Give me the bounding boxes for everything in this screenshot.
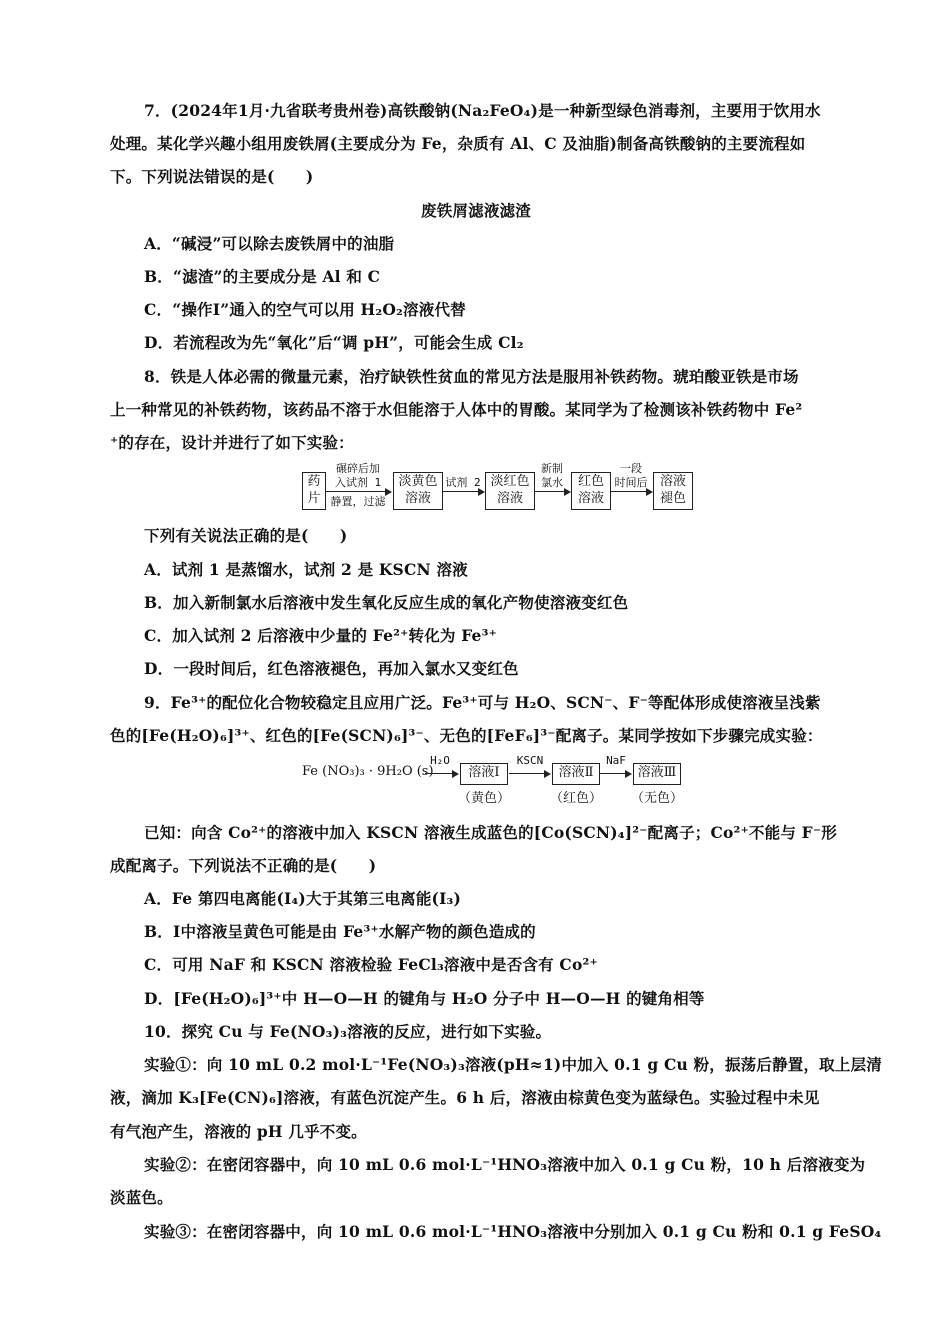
- q8-option-a: A．试剂 1 是蒸馏水，试剂 2 是 KSCN 溶液: [144, 560, 468, 579]
- q8-option-c: C．加入试剂 2 后溶液中少量的 Fe²⁺转化为 Fe³⁺: [144, 626, 497, 645]
- q7-option-a: A．“碱浸”可以除去废铁屑中的油脂: [144, 234, 395, 253]
- flow-step2-label: 试剂 2: [445, 476, 481, 489]
- q9-option-d: D．[Fe(H₂O)₆]³⁺中 H—O—H 的键角与 H₂O 分子中 H—O—H 的键角相等: [144, 989, 705, 1008]
- q7-option-c: C．“操作Ⅰ”通入的空气可以用 H₂O₂溶液代替: [144, 300, 466, 319]
- flow-step3-label-top: 新制: [541, 462, 563, 475]
- q10-exp2-line2: 淡蓝色。: [110, 1188, 173, 1207]
- q7-line2: 处理。某化学兴趣小组用废铁屑(主要成分为 Fe，杂质有 Al、C 及油脂)制备高铁酸钠的主要流程如: [110, 134, 806, 153]
- flow-step1-label-mid: 入试剂 1: [334, 476, 382, 489]
- flow-arrow-3: [535, 491, 569, 492]
- flow-arrow-4: [611, 491, 651, 492]
- q9-flow-diagram: [302, 756, 692, 808]
- q8-line2: 上一种常见的补铁药物，该药品不溶于水但能溶于人体中的胃酸。某同学为了检测该补铁药物中 Fe²: [110, 400, 803, 419]
- q9-flow-step2: KSCN: [516, 754, 544, 767]
- q7-flow-caption: 废铁屑滤液滤渣: [421, 201, 531, 220]
- flow-step1-label-top: 碾碎后加: [336, 462, 380, 475]
- q9-flow-arrow-3: [600, 773, 630, 774]
- q9-known-line1: 已知：向含 Co²⁺的溶液中加入 KSCN 溶液生成蓝色的[Co(SCN)₄]²⁻配离子；Co²⁺不能与 F⁻形: [144, 823, 837, 842]
- q9-flow-color-3: （无色）: [631, 791, 684, 806]
- q9-flow-arrow-1: [425, 773, 457, 774]
- q8-ask: 下列有关说法正确的是( ): [144, 526, 348, 545]
- q10-exp1-line1: 实验①：向 10 mL 0.2 mol·L⁻¹Fe(NO₃)₃溶液(pH≈1)中加入 0.1 g Cu 粉，振荡后静置，取上层清: [144, 1055, 882, 1074]
- q9-flow-box-2: 溶液Ⅱ: [552, 763, 600, 785]
- q8-line1: 8．铁是人体必需的微量元素，治疗缺铁性贫血的常见方法是服用补铁药物。琥珀酸亚铁是市场: [144, 367, 799, 386]
- q9-flow-step1: H₂O: [430, 754, 450, 767]
- flow-step4-label-bottom: 时间后: [614, 476, 648, 489]
- q9-known-line2: 成配离子。下列说法不正确的是( ): [110, 856, 377, 875]
- q9-flow-arrow-2: [509, 773, 549, 774]
- flow-step4-label-top: 一段: [620, 462, 642, 475]
- q8-line3: ⁺的存在，设计并进行了如下实验：: [110, 433, 354, 452]
- q9-flow-box-3: 溶液Ⅲ: [633, 763, 681, 785]
- flow-box-faded: 溶液 褪色: [653, 472, 693, 510]
- q8-option-b: B．加入新制氯水后溶液中发生氧化反应生成的氧化产物使溶液变红色: [144, 593, 629, 612]
- flow-box-pale-red: 淡红色 溶液: [485, 472, 535, 510]
- flow-box-tablet: 药 片: [302, 472, 326, 510]
- q10-exp1-line2: 液，滴加 K₃[Fe(CN)₆]溶液，有蓝色沉淀产生。6 h 后，溶液由棕黄色变为蓝绿色。实验过程中未见: [110, 1088, 820, 1107]
- q9-flow-start: Fe (NO₃)₃ · 9H₂O (s): [302, 764, 434, 779]
- q9-line2: 色的[Fe(H₂O)₆]³⁺、红色的[Fe(SCN)₆]³⁻、无色的[FeF₆]³⁻配离子。某同学按如下步骤完成实验：: [110, 726, 823, 745]
- flow-step3-label-bottom: 氯水: [541, 476, 563, 489]
- q7-line1: 7．(2024年1月·九省联考贵州卷)高铁酸钠(Na₂FeO₄)是一种新型绿色消毒剂，主要用于饮用水: [144, 101, 821, 120]
- q10-exp3-line1: 实验③：在密闭容器中，向 10 mL 0.6 mol·L⁻¹HNO₃溶液中分别加入 0.1 g Cu 粉和 0.1 g FeSO₄: [144, 1222, 882, 1241]
- q10-exp2-line1: 实验②：在密闭容器中，向 10 mL 0.6 mol·L⁻¹HNO₃溶液中加入 0.1 g Cu 粉，10 h 后溶液变为: [144, 1155, 866, 1174]
- flow-box-red: 红色 溶液: [571, 472, 611, 510]
- q9-option-a: A．Fe 第四电离能(I₄)大于其第三电离能(I₃): [144, 889, 462, 908]
- q9-flow-step3: NaF: [606, 754, 626, 767]
- q9-option-b: B．Ⅰ中溶液呈黄色可能是由 Fe³⁺水解产物的颜色造成的: [144, 922, 536, 941]
- flow-box-pale-yellow: 淡黄色 溶液: [393, 472, 443, 510]
- flow-arrow-1: [326, 491, 390, 492]
- flow-arrow-2: [443, 491, 483, 492]
- q9-option-c: C．可用 NaF 和 KSCN 溶液检验 FeCl₃溶液中是否含有 Co²⁺: [144, 955, 598, 974]
- q7-line3: 下。下列说法错误的是( ): [110, 167, 314, 186]
- q9-flow-box-1: 溶液Ⅰ: [460, 763, 508, 785]
- q9-flow-color-2: （红色）: [550, 791, 603, 806]
- q10-line1: 10．探究 Cu 与 Fe(NO₃)₃溶液的反应，进行如下实验。: [144, 1022, 552, 1041]
- q10-exp1-line3: 有气泡产生，溶液的 pH 几乎不变。: [110, 1122, 367, 1141]
- q7-option-d: D．若流程改为先“氧化”后“调 pH”，可能会生成 Cl₂: [144, 333, 524, 352]
- q8-option-d: D．一段时间后，红色溶液褪色，再加入氯水又变红色: [144, 659, 519, 678]
- q9-line1: 9．Fe³⁺的配位化合物较稳定且应用广泛。Fe³⁺可与 H₂O、SCN⁻、F⁻等配体形成使溶液呈浅紫: [144, 693, 821, 712]
- flow-step1-label-bottom: 静置，过滤: [330, 495, 386, 508]
- q8-flow-diagram: [302, 460, 686, 518]
- q9-flow-color-1: （黄色）: [458, 791, 511, 806]
- q7-option-b: B．“滤渣”的主要成分是 Al 和 C: [144, 267, 381, 286]
